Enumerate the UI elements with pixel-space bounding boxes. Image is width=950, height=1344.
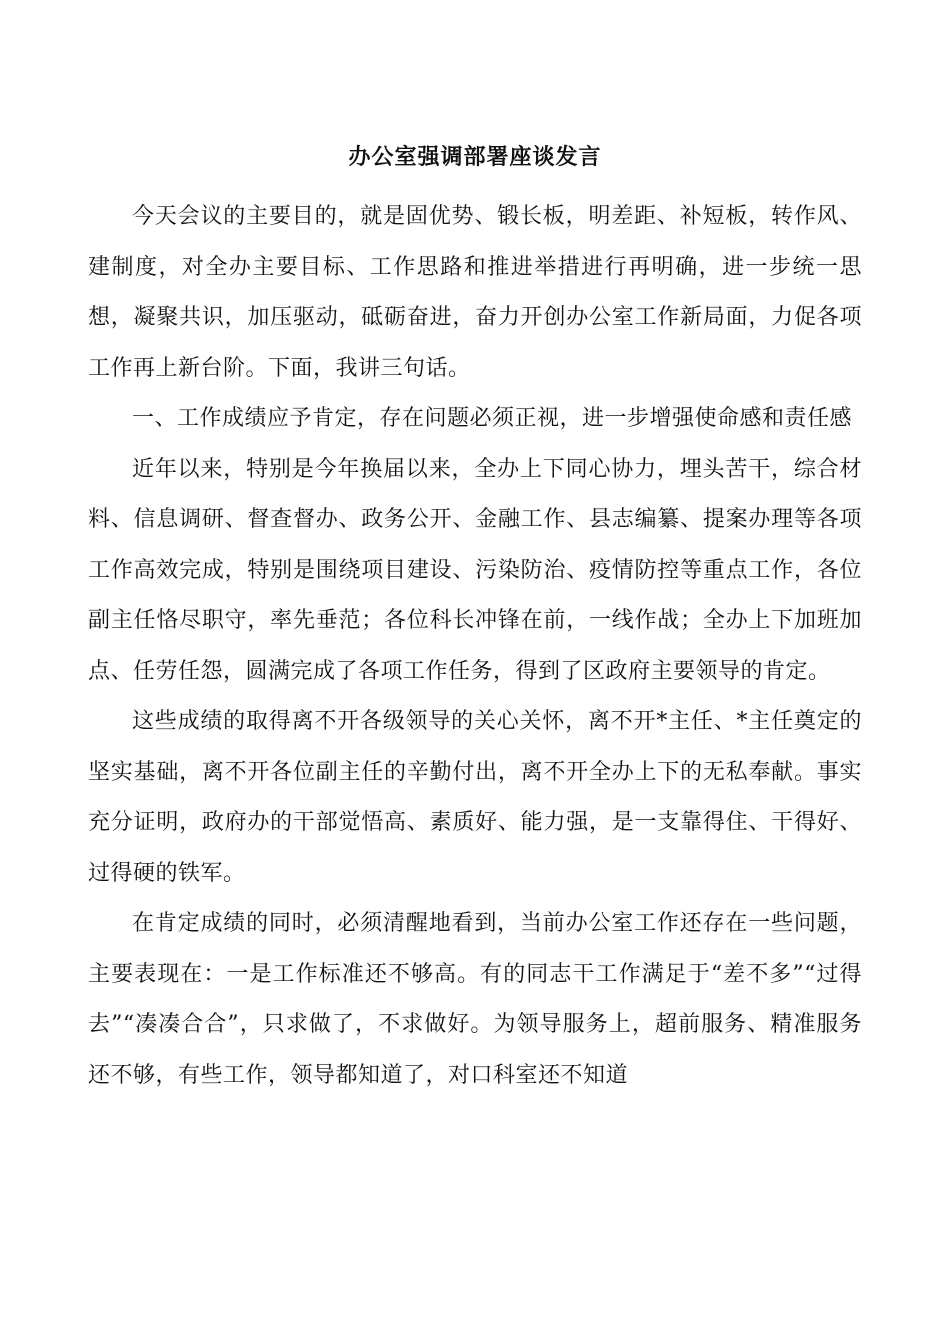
- paragraph-achievements: 近年以来，特别是今年换届以来，全办上下同心协力，埋头苦干，综合材料、信息调研、督查督办、政务公开、金融工作、县志编纂、提案办理等各项工作高效完成，特别是围绕项目建设、污染防治、疫情防控等重点工作，各位副主任恪尽职守，率先垂范；各位科长冲锋在前，一线作战；全办上下加班加点、任劳任怨，圆满完成了各项工作任务，得到了区政府主要领导的肯定。: [88, 456, 862, 684]
- paragraph-problems: 在肯定成绩的同时，必须清醒地看到，当前办公室工作还存在一些问题，主要表现在：一是工作标准还不够高。有的同志干工作满足于“差不多”“过得去”“凑凑合合”，只求做了，不求做好。为领导服务上，超前服务、精准服务还不够，有些工作，领导都知道了，对口科室还不知道: [88, 911, 862, 1088]
- document-title: 办公室强调部署座谈发言: [348, 144, 602, 170]
- paragraph-acknowledgements: 这些成绩的取得离不开各级领导的关心关怀，离不开*主任、*主任奠定的坚实基础，离不开各位副主任的辛勤付出，离不开全办上下的无私奉献。事实充分证明，政府办的干部觉悟高、素质好、能力强，是一支靠得住、干得好、过得硬的铁军。: [88, 709, 862, 886]
- section-heading-1: 一、工作成绩应予肯定，存在问题必须正视，进一步增强使命感和责任感: [132, 406, 853, 431]
- document-body: [88, 192, 862, 1101]
- paragraph-intro: 今天会议的主要目的，就是固优势、锻长板，明差距、补短板，转作风、建制度，对全办主要目标、工作思路和推进举措进行再明确，进一步统一思想，凝聚共识，加压驱动，砥砺奋进，奋力开创办公室工作新局面，力促各项工作再上新台阶。下面，我讲三句话。: [88, 204, 862, 381]
